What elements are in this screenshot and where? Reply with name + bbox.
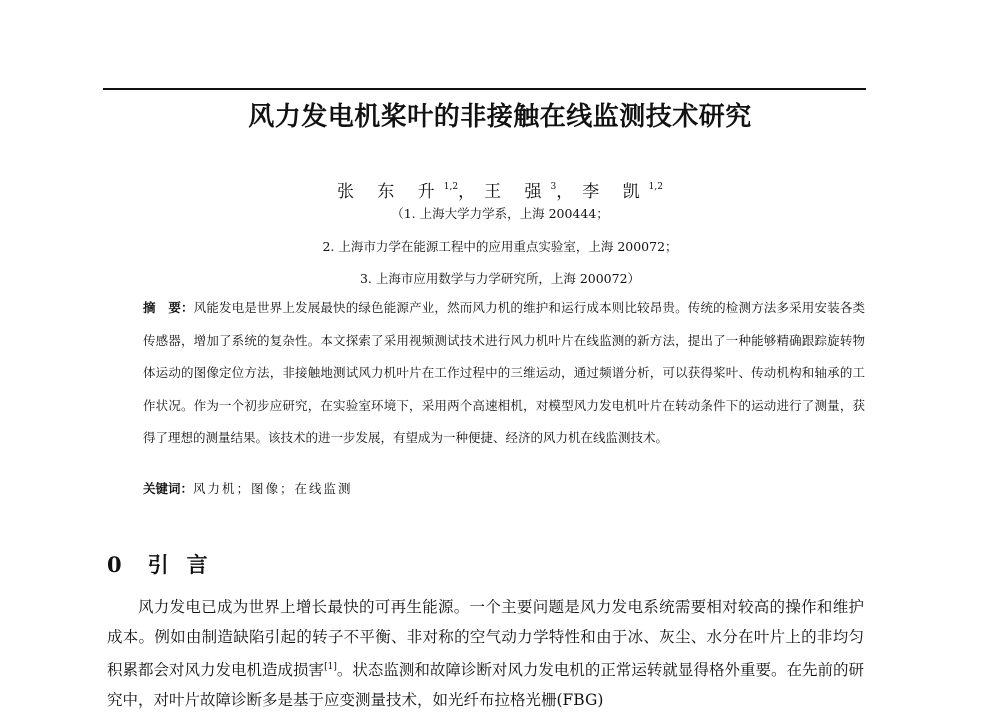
affiliation-line: （1. 上海大学力学系，上海 200444； [391, 206, 609, 221]
author-line [0, 175, 1000, 204]
section-heading [107, 550, 226, 580]
author-affiliation-mark: 1,2 [443, 182, 459, 192]
section-title: 引言 [147, 552, 226, 577]
author-affiliation-mark: 3 [550, 182, 557, 192]
abstract-label: 摘 要： [143, 300, 194, 315]
author-name: 王 强 [484, 182, 551, 202]
keywords-label: 关键词： [143, 481, 194, 496]
author-affiliation-mark: 1,2 [648, 182, 663, 192]
abstract [143, 292, 865, 455]
section-number: 0 [107, 552, 122, 577]
body-text-segment: 风力发电已成为世界上增长最快的可再生能源。一个主要问题是风力发电系统需要相对较高的操作和维护成本。例如由制造缺陷引起的转子不平衡、非对称的空气动力学特性和由于冰、灰尘、水分在叶片上的非均匀积累都会对风力发电机造成损害 [107, 598, 864, 679]
header-rule [103, 88, 866, 90]
author-separator: ， [556, 182, 583, 202]
author-name: 李 凯 [582, 182, 649, 202]
paper-title: 风力发电机桨叶的非接触在线监测技术研究 [248, 102, 752, 132]
abstract-text: 风能发电是世界上发展最快的绿色能源产业，然而风力机的维护和运行成本则比较昂贵。传统的检测方法多采用安装各类传感器，增加了系统的复杂性。本文探索了采用视频测试技术进行风力机叶片在线监测的新方法，提出了一种能够精确跟踪旋转物体运动的图像定位方法，非接触地测试风力机叶片在工作过程中的三维运动，通过频谱分析，可以获得桨叶、传动机构和轴承的工作状况。作为一个初步应研究，在实验室环境下，采用两个高速相机，对模型风力发电机叶片在转动条件下的运动进行了测量，获得了理想的测量结果。该技术的进一步发展，有望成为一种便捷、经济的风力机在线监测技术。 [143, 300, 865, 446]
author-separator: ， [458, 182, 485, 202]
citation-ref: [1] [324, 662, 337, 672]
affiliation-line: 2. 上海市力学在能源工程中的应用重点实验室，上海 200072； [322, 239, 678, 254]
keywords-text: 风力机；图像；在线监测 [193, 481, 353, 496]
keywords [143, 478, 865, 500]
body-paragraph [107, 592, 864, 715]
author-name: 张 东 升 [336, 182, 444, 202]
body-text-segment: 。状态监测和故障诊断对风力发电机的正常运转就显得格外重要。在先前的研究中，对叶片故障诊断多是基于应变测量技术，如光纤布拉格光栅(FBG) [107, 661, 864, 709]
body-text [107, 592, 864, 715]
affiliation-line: 3. 上海市应用数学与力学研究所，上海 200072） [359, 271, 641, 286]
